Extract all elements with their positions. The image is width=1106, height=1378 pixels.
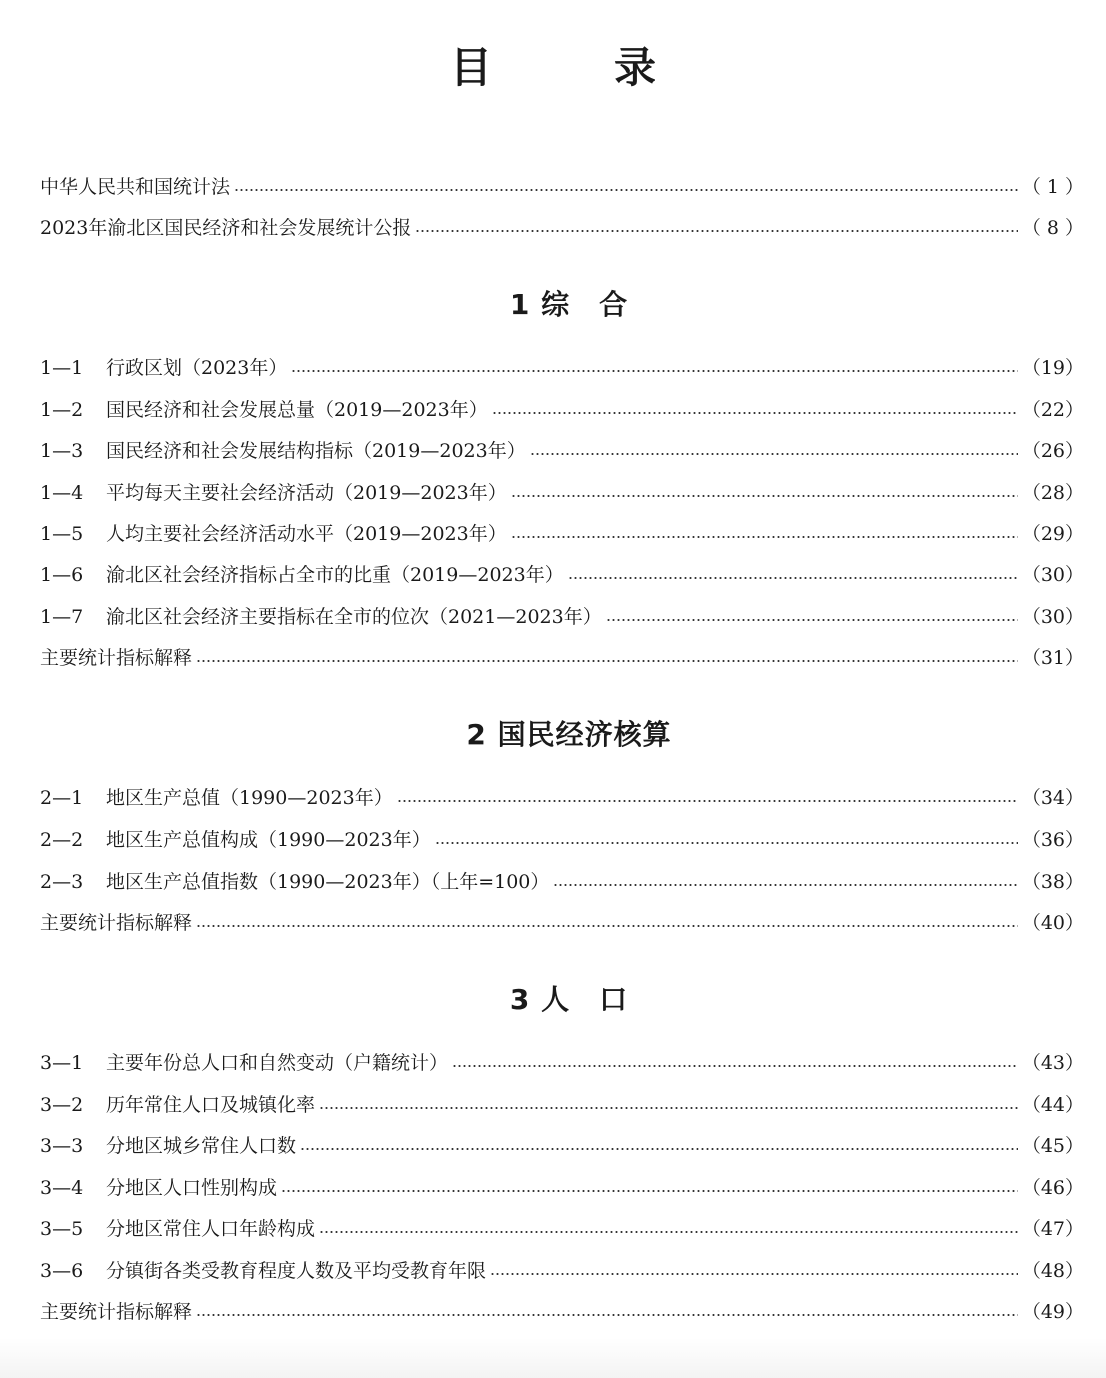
toc-entry-number: 3—2 xyxy=(40,1094,84,1116)
toc-entry-number: 1—5 xyxy=(40,523,84,545)
dot-leader xyxy=(490,1272,1018,1276)
toc-page-number: （45） xyxy=(1021,1135,1084,1157)
dot-leader xyxy=(530,452,1018,456)
toc-entry-number: 2—2 xyxy=(40,829,84,851)
toc-entry-number: 3—4 xyxy=(40,1177,84,1199)
toc-entry-label: 主要年份总人口和自然变动（户籍统计） xyxy=(106,1052,449,1074)
toc-entry-label: 分地区城乡常住人口数 xyxy=(106,1135,297,1157)
dot-leader xyxy=(196,659,1018,663)
toc-page-number: （30） xyxy=(1021,606,1084,628)
toc-entry-label: 地区生产总值构成（1990—2023年） xyxy=(106,829,431,851)
dot-leader xyxy=(553,883,1017,887)
toc-entry-label: 渝北区社会经济主要指标在全市的位次（2021—2023年） xyxy=(106,606,602,628)
toc-page-number: （43） xyxy=(1021,1052,1084,1074)
toc-page-number: （ 1 ） xyxy=(1021,176,1084,198)
toc-entry-2-explanations[interactable] xyxy=(40,908,1084,938)
toc-entry-number: 1—7 xyxy=(40,606,84,628)
toc-entry-1-2[interactable] xyxy=(40,395,1084,425)
section-heading-1: 1 综 合 xyxy=(509,288,629,321)
toc-entry-label: 历年常住人口及城镇化率 xyxy=(106,1094,316,1116)
toc-entry-number: 3—5 xyxy=(40,1218,84,1240)
toc-entry-number: 1—6 xyxy=(40,564,84,586)
toc-page-number: （29） xyxy=(1021,523,1084,545)
toc-entry-label: 中华人民共和国统计法 xyxy=(40,176,231,198)
toc-entry-number: 1—1 xyxy=(40,357,84,379)
dot-leader xyxy=(415,229,1017,233)
dot-leader xyxy=(291,369,1017,373)
dot-leader xyxy=(435,841,1018,845)
toc-page-number: （44） xyxy=(1021,1094,1084,1116)
toc-entry-label: 2023年渝北区国民经济和社会发展统计公报 xyxy=(40,217,412,239)
toc-entry-label: 行政区划（2023年） xyxy=(106,357,288,379)
toc-entry-label: 主要统计指标解释 xyxy=(40,912,193,934)
toc-entry-1-explanations[interactable] xyxy=(40,643,1084,673)
dot-leader xyxy=(281,1189,1018,1193)
toc-page-number: （26） xyxy=(1021,440,1084,462)
toc-page-number: （36） xyxy=(1021,829,1084,851)
toc-entry-label: 主要统计指标解释 xyxy=(40,1301,193,1323)
toc-entry-number: 1—2 xyxy=(40,399,84,421)
toc-entry-number: 1—3 xyxy=(40,440,84,462)
toc-entry-3-3[interactable] xyxy=(40,1131,1084,1161)
toc-entry-3-6[interactable] xyxy=(40,1256,1084,1286)
section-heading-2: 2 国民经济核算 xyxy=(466,718,672,751)
toc-page-number: （31） xyxy=(1021,647,1084,669)
toc-page-number: （38） xyxy=(1021,871,1084,893)
toc-entry-label: 人均主要社会经济活动水平（2019—2023年） xyxy=(106,523,507,545)
toc-entry-number: 2—3 xyxy=(40,871,84,893)
toc-entry-3-2[interactable] xyxy=(40,1090,1084,1120)
toc-page-number: （48） xyxy=(1021,1260,1084,1282)
toc-page-number: （19） xyxy=(1021,357,1084,379)
dot-leader xyxy=(319,1230,1018,1234)
toc-entry-2-1[interactable] xyxy=(40,783,1084,813)
dot-leader xyxy=(511,535,1018,539)
toc-page-number: （30） xyxy=(1021,564,1084,586)
section-heading-3: 3 人 口 xyxy=(509,983,629,1016)
dot-leader xyxy=(397,799,1018,803)
dot-leader xyxy=(300,1147,1018,1151)
toc-entry-3-4[interactable] xyxy=(40,1173,1084,1203)
toc-entry-label: 地区生产总值（1990—2023年） xyxy=(106,787,393,809)
toc-entry-1-6[interactable] xyxy=(40,560,1084,590)
toc-entry-label: 国民经济和社会发展结构指标（2019—2023年） xyxy=(106,440,526,462)
toc-entry-1-4[interactable] xyxy=(40,478,1084,508)
dot-leader xyxy=(234,188,1018,192)
toc-entry-1-5[interactable] xyxy=(40,519,1084,549)
toc-entry-number: 1—4 xyxy=(40,482,84,504)
toc-page-number: （40） xyxy=(1021,912,1084,934)
toc-entry-label: 分地区人口性别构成 xyxy=(106,1177,278,1199)
toc-entry-label: 分镇街各类受教育程度人数及平均受教育年限 xyxy=(106,1260,487,1282)
toc-page-number: （ 8 ） xyxy=(1021,217,1084,239)
toc-entry-label: 分地区常住人口年龄构成 xyxy=(106,1218,316,1240)
toc-page-number: （49） xyxy=(1021,1301,1084,1323)
dot-leader xyxy=(196,924,1018,928)
toc-page-number: （28） xyxy=(1021,482,1084,504)
toc-entry-number: 2—1 xyxy=(40,787,84,809)
toc-entry-statistics-law[interactable] xyxy=(40,172,1084,202)
toc-page-number: （22） xyxy=(1021,399,1084,421)
page-edge-shadow xyxy=(0,1338,1106,1378)
toc-entry-1-7[interactable] xyxy=(40,602,1084,632)
toc-entry-label: 国民经济和社会发展总量（2019—2023年） xyxy=(106,399,488,421)
toc-entry-number: 3—3 xyxy=(40,1135,84,1157)
toc-entry-2-2[interactable] xyxy=(40,825,1084,855)
toc-entry-label: 平均每天主要社会经济活动（2019—2023年） xyxy=(106,482,507,504)
dot-leader xyxy=(492,411,1018,415)
toc-entry-3-1[interactable] xyxy=(40,1048,1084,1078)
dot-leader xyxy=(606,618,1018,622)
toc-entry-2-3[interactable] xyxy=(40,867,1084,897)
toc-entry-1-3[interactable] xyxy=(40,436,1084,466)
dot-leader xyxy=(452,1064,1018,1068)
toc-entry-3-5[interactable] xyxy=(40,1214,1084,1244)
toc-page-number: （34） xyxy=(1021,787,1084,809)
toc-entry-label: 渝北区社会经济指标占全市的比重（2019—2023年） xyxy=(106,564,564,586)
toc-entry-label: 主要统计指标解释 xyxy=(40,647,193,669)
toc-page-number: （47） xyxy=(1021,1218,1084,1240)
dot-leader xyxy=(196,1313,1018,1317)
toc-entry-number: 3—1 xyxy=(40,1052,84,1074)
toc-entry-1-1[interactable] xyxy=(40,353,1084,383)
page-title: 目 录 xyxy=(449,43,696,92)
dot-leader xyxy=(511,494,1018,498)
dot-leader xyxy=(319,1106,1018,1110)
toc-page-number: （46） xyxy=(1021,1177,1084,1199)
toc-entry-label: 地区生产总值指数（1990—2023年）（上年=100） xyxy=(106,871,550,893)
toc-entry-statistical-bulletin[interactable] xyxy=(40,213,1084,243)
toc-entry-3-explanations[interactable] xyxy=(40,1297,1084,1327)
dot-leader xyxy=(568,576,1018,580)
toc-entry-number: 3—6 xyxy=(40,1260,84,1282)
